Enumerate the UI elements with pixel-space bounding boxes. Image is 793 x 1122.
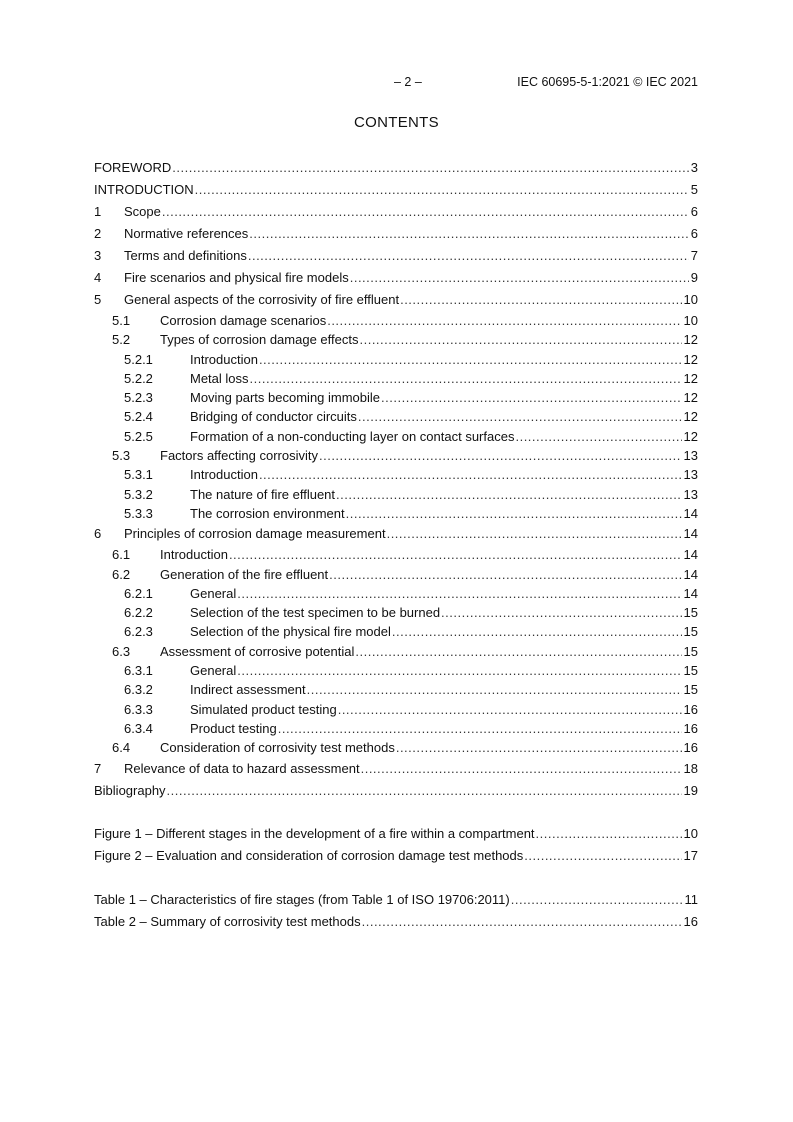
dot-leader xyxy=(307,680,682,699)
toc-entry[interactable] xyxy=(94,584,698,603)
toc-entry[interactable] xyxy=(94,719,698,738)
dot-leader xyxy=(400,289,681,311)
toc-entry-label: Relevance of data to hazard assessment xyxy=(124,760,360,776)
toc-entry-number: 5.2.1 xyxy=(124,351,153,367)
toc-entry-page: 14 xyxy=(683,585,698,601)
toc-entry[interactable] xyxy=(94,545,698,564)
toc-entry-page: 13 xyxy=(683,486,698,502)
toc-entry-page: 13 xyxy=(683,467,698,483)
toc-entry-page: 14 xyxy=(683,547,698,563)
dot-leader xyxy=(319,446,682,465)
page-title: CONTENTS xyxy=(354,114,439,131)
toc-entry[interactable] xyxy=(94,350,698,369)
dot-leader xyxy=(259,465,682,484)
toc-entry-page: 19 xyxy=(683,782,698,798)
dot-leader xyxy=(248,245,689,267)
toc-entry-number: 6.4 xyxy=(112,740,131,756)
toc-entry[interactable] xyxy=(94,179,698,201)
dot-leader xyxy=(358,407,682,426)
toc-entry-page: 15 xyxy=(683,624,698,640)
dot-leader xyxy=(250,369,682,388)
dot-leader xyxy=(329,565,681,584)
toc-entry-label: Fire scenarios and physical fire models xyxy=(124,270,349,285)
toc-entry-number: 4 xyxy=(94,270,102,285)
toc-entry[interactable] xyxy=(94,661,698,680)
toc-entry-page: 12 xyxy=(683,428,698,444)
toc-entry-number: 2 xyxy=(94,226,102,241)
toc-entry[interactable] xyxy=(94,680,698,699)
toc-entry[interactable] xyxy=(94,157,698,179)
dot-leader xyxy=(350,267,689,289)
toc-entry-label: Table 1 – Characteristics of fire stages (from Table 1 of ISO 19706:2011) xyxy=(94,892,510,907)
toc-entry-number: 5 xyxy=(94,292,102,307)
toc-entry-label: General xyxy=(190,663,237,679)
toc-entry-page: 3 xyxy=(690,160,698,175)
toc-entry-label: Introduction xyxy=(190,351,258,367)
toc-entry[interactable] xyxy=(94,504,698,523)
toc-entry[interactable] xyxy=(94,523,698,545)
toc-entry[interactable] xyxy=(94,465,698,484)
toc-entry-page: 16 xyxy=(683,701,698,717)
dot-leader xyxy=(195,179,689,201)
toc-entry-label: Scope xyxy=(124,204,161,219)
toc-entry-page: 14 xyxy=(683,566,698,582)
dot-leader xyxy=(359,330,681,349)
toc-entry-page: 12 xyxy=(683,351,698,367)
toc-entry-number: 5.2.4 xyxy=(124,409,153,425)
toc-entry-page: 6 xyxy=(690,204,698,219)
dot-leader xyxy=(441,603,681,622)
toc-entry-page: 15 xyxy=(683,682,698,698)
toc-entry-page: 14 xyxy=(683,505,698,521)
page-number: – 2 – xyxy=(394,75,422,89)
dot-leader xyxy=(387,523,682,545)
toc-entry-page: 12 xyxy=(683,409,698,425)
toc-entry-number: 6.3.1 xyxy=(124,663,153,679)
toc-entry-label: General aspects of the corrosivity of fire effluent xyxy=(124,292,400,307)
toc-entry-number: 6.3 xyxy=(112,643,131,659)
toc-entry[interactable] xyxy=(94,388,698,407)
toc-entry-page: 11 xyxy=(684,892,698,907)
dot-leader xyxy=(511,889,683,911)
toc-entry-number: 5.1 xyxy=(112,313,131,328)
toc-entry[interactable] xyxy=(94,446,698,465)
toc-entry-number: 1 xyxy=(94,204,102,219)
dot-leader xyxy=(336,485,682,504)
toc-entry-number: 5.3 xyxy=(112,448,131,464)
toc-entry[interactable] xyxy=(94,245,698,267)
toc-entry-page: 12 xyxy=(683,332,698,348)
toc-entry-page: 9 xyxy=(690,270,698,285)
toc-entry-page: 16 xyxy=(683,740,698,756)
dot-leader xyxy=(229,545,682,564)
toc-entry-label: Table 2 – Summary of corrosivity test methods xyxy=(94,914,361,929)
toc-entry-page: 10 xyxy=(683,826,698,841)
toc-entry-label: Generation of the fire effluent xyxy=(160,566,329,582)
toc-entry-page: 16 xyxy=(683,720,698,736)
dot-leader xyxy=(167,780,682,802)
dot-leader xyxy=(381,388,682,407)
toc-entry-label: Formation of a non-conducting layer on contact surfaces xyxy=(190,428,515,444)
toc-entry-number: 6.2.1 xyxy=(124,585,153,601)
figure-entry[interactable] xyxy=(94,823,698,845)
toc-entry-number: 6 xyxy=(94,526,102,542)
dot-leader xyxy=(162,201,689,223)
toc-entry-number: 7 xyxy=(94,760,102,776)
toc-entry-number: 5.2.2 xyxy=(124,370,153,386)
dot-leader xyxy=(237,584,681,603)
toc-entry-label: Normative references xyxy=(124,226,249,241)
toc-entry-number: 5.3.1 xyxy=(124,467,153,483)
dot-leader xyxy=(237,661,681,680)
dot-leader xyxy=(515,427,681,446)
dot-leader xyxy=(338,700,682,719)
toc-entry[interactable] xyxy=(94,780,698,802)
page-header xyxy=(94,75,698,93)
dot-leader xyxy=(346,504,682,523)
dot-leader xyxy=(524,845,681,867)
toc-entry-page: 12 xyxy=(683,390,698,406)
toc-entry-page: 15 xyxy=(683,663,698,679)
toc-entry-label: INTRODUCTION xyxy=(94,182,194,197)
toc-entry-label: Bibliography xyxy=(94,782,166,798)
toc-entry[interactable] xyxy=(94,603,698,622)
dot-leader xyxy=(362,911,682,933)
toc-entry-page: 17 xyxy=(683,848,698,863)
dot-leader xyxy=(172,157,688,179)
toc-entry[interactable] xyxy=(94,267,698,289)
toc-entry[interactable] xyxy=(94,700,698,719)
toc-entry-label: Selection of the physical fire model xyxy=(190,624,391,640)
toc-entry[interactable] xyxy=(94,201,698,223)
toc-entry-number: 6.1 xyxy=(112,547,131,563)
toc-entry-label: Metal loss xyxy=(190,370,249,386)
dot-leader xyxy=(249,223,688,245)
toc-entry-page: 5 xyxy=(690,182,698,197)
toc-entry-label: The nature of fire effluent xyxy=(190,486,336,502)
toc-entry-page: 10 xyxy=(683,313,698,328)
dot-leader xyxy=(361,758,682,780)
document-id: IEC 60695-5-1:2021 © IEC 2021 xyxy=(517,75,698,89)
toc-entry-number: 6.2 xyxy=(112,566,131,582)
figure-entry[interactable] xyxy=(94,845,698,867)
toc-entry-page: 10 xyxy=(683,292,698,307)
dot-leader xyxy=(355,642,681,661)
toc-entry[interactable] xyxy=(94,289,698,311)
toc-entry-page: 15 xyxy=(683,643,698,659)
dot-leader xyxy=(536,823,682,845)
table-entry[interactable] xyxy=(94,889,698,911)
toc-entry-label: Selection of the test specimen to be burned xyxy=(190,605,441,621)
toc-entry-label: Figure 1 – Different stages in the development of a fire within a compartment xyxy=(94,826,535,841)
toc-entry-page: 15 xyxy=(683,605,698,621)
toc-entry-label: Introduction xyxy=(190,467,258,483)
toc-entry-number: 5.2.5 xyxy=(124,428,153,444)
toc-entry-page: 6 xyxy=(690,226,698,241)
toc-entry[interactable] xyxy=(94,330,698,349)
toc-entry-number: 5.3.2 xyxy=(124,486,153,502)
toc-entry-label: Introduction xyxy=(160,547,228,563)
toc-entry-label: Assessment of corrosive potential xyxy=(160,643,355,659)
toc-entry-number: 3 xyxy=(94,248,102,263)
toc-entry-label: Moving parts becoming immobile xyxy=(190,390,381,406)
toc-entry-label: Figure 2 – Evaluation and consideration of corrosion damage test methods xyxy=(94,848,524,863)
toc-entry-number: 5.2 xyxy=(112,332,131,348)
toc-entry[interactable] xyxy=(94,369,698,388)
toc-entry-label: Product testing xyxy=(190,720,277,736)
toc-entry-label: Simulated product testing xyxy=(190,701,337,717)
toc-entry-number: 5.2.3 xyxy=(124,390,153,406)
toc-entry-label: Types of corrosion damage effects xyxy=(160,332,359,348)
toc-entry-number: 5.3.3 xyxy=(124,505,153,521)
toc-entry-page: 7 xyxy=(690,248,698,263)
toc-entry-page: 12 xyxy=(683,370,698,386)
toc-entry-label: Factors affecting corrosivity xyxy=(160,448,318,464)
dot-leader xyxy=(396,738,682,757)
toc-entry-page: 13 xyxy=(683,448,698,464)
table-entry[interactable] xyxy=(94,911,698,933)
toc-entry-label: FOREWORD xyxy=(94,160,172,175)
toc-entry-number: 6.3.4 xyxy=(124,720,153,736)
toc-entry[interactable] xyxy=(94,311,698,330)
dot-leader xyxy=(327,311,681,330)
toc-entry[interactable] xyxy=(94,223,698,245)
toc-entry[interactable] xyxy=(94,622,698,641)
dot-leader xyxy=(278,719,682,738)
table-of-contents xyxy=(94,157,698,802)
toc-entry-number: 6.3.3 xyxy=(124,701,153,717)
toc-entry[interactable] xyxy=(94,738,698,757)
toc-entry-label: Bridging of conductor circuits xyxy=(190,409,357,425)
toc-entry-label: Consideration of corrosivity test methods xyxy=(160,740,395,756)
dot-leader xyxy=(259,350,682,369)
toc-entry-label: Terms and definitions xyxy=(124,248,247,263)
toc-entry-label: Corrosion damage scenarios xyxy=(160,313,327,328)
toc-entry-page: 14 xyxy=(683,526,698,542)
dot-leader xyxy=(392,622,682,641)
toc-entry[interactable] xyxy=(94,407,698,426)
toc-entry-number: 6.2.2 xyxy=(124,605,153,621)
list-of-figures xyxy=(94,823,698,867)
list-of-tables xyxy=(94,889,698,933)
toc-entry-label: Indirect assessment xyxy=(190,682,306,698)
toc-entry[interactable] xyxy=(94,485,698,504)
toc-entry[interactable] xyxy=(94,642,698,661)
toc-entry-number: 6.3.2 xyxy=(124,682,153,698)
toc-entry[interactable] xyxy=(94,427,698,446)
toc-entry[interactable] xyxy=(94,758,698,780)
toc-entry-label: The corrosion environment xyxy=(190,505,345,521)
toc-entry[interactable] xyxy=(94,565,698,584)
toc-entry-label: Principles of corrosion damage measurement xyxy=(124,526,386,542)
toc-entry-label: General xyxy=(190,585,237,601)
toc-entry-number: 6.2.3 xyxy=(124,624,153,640)
toc-entry-page: 16 xyxy=(683,914,698,929)
toc-entry-page: 18 xyxy=(683,760,698,776)
